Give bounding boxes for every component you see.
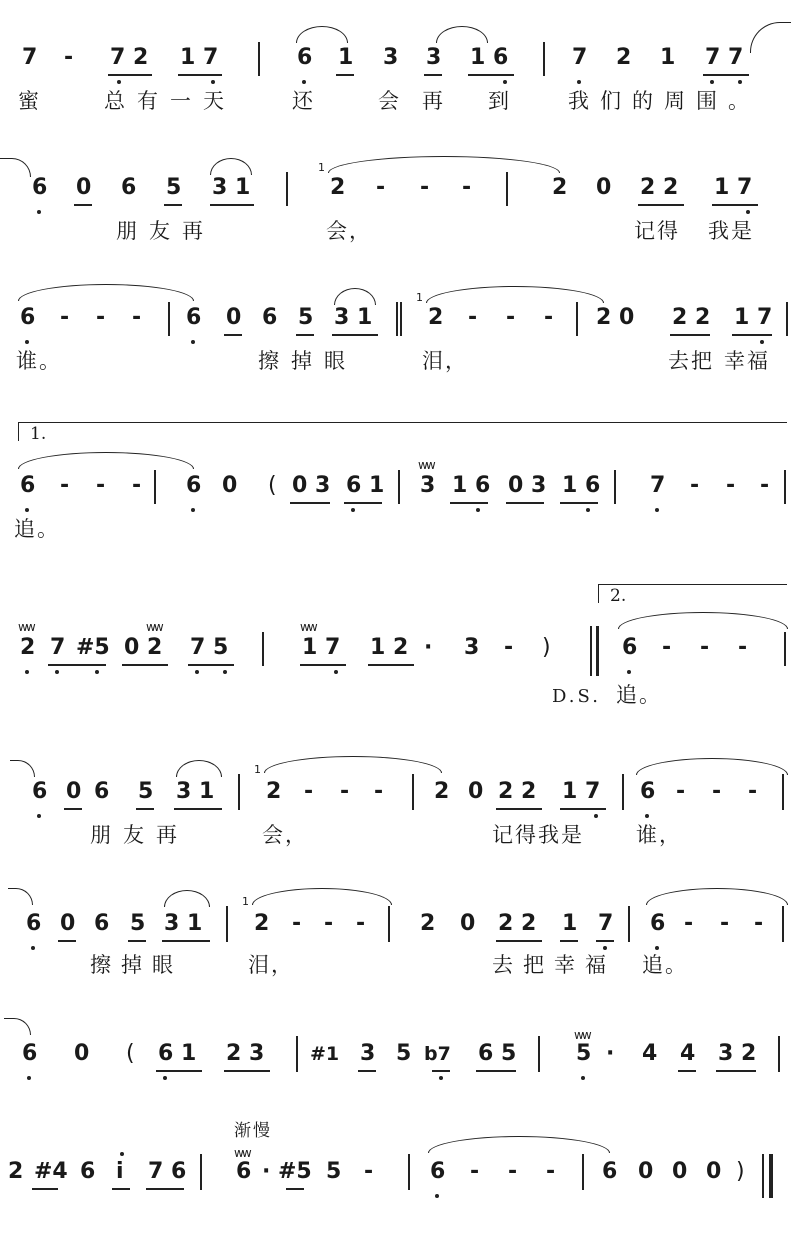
note: 6 5 <box>478 1041 517 1066</box>
note: 1 6 <box>452 473 491 498</box>
note: - <box>60 473 70 498</box>
note: 5 <box>166 175 182 200</box>
note: 1 7 <box>180 45 219 70</box>
lyric: 谁。 <box>16 349 62 373</box>
note: 5 <box>298 305 314 330</box>
note: 0 <box>638 1159 654 1184</box>
note: 6 <box>22 1041 38 1066</box>
note: b7 <box>424 1043 451 1065</box>
note: 2 <box>434 779 450 804</box>
note: 2 3 <box>226 1041 265 1066</box>
note: 2 <box>552 175 568 200</box>
note: - <box>684 911 694 936</box>
note: 2 <box>616 45 632 70</box>
note: 0 2 <box>124 635 163 660</box>
note: - <box>468 305 478 330</box>
note: 6 <box>622 635 638 660</box>
note: 1 <box>562 911 578 936</box>
note: - <box>364 1159 374 1184</box>
note: 5 <box>576 1041 592 1066</box>
note: - <box>662 635 672 660</box>
note: 0 <box>706 1159 722 1184</box>
note: - <box>356 911 366 936</box>
lyric: 会， <box>326 219 372 243</box>
note: 3 <box>426 45 442 70</box>
note: - <box>504 635 514 660</box>
note: 5 <box>130 911 146 936</box>
note: 6 <box>650 911 666 936</box>
note: #1 <box>310 1043 340 1065</box>
lyric: 朋友再 <box>116 219 215 243</box>
note: 1 2 <box>370 635 409 660</box>
note: 7 2 <box>110 45 149 70</box>
note: 6 <box>262 305 278 330</box>
note: - <box>292 911 302 936</box>
lyric: 到 <box>488 89 511 113</box>
note: 3 2 <box>718 1041 757 1066</box>
note: 7 5 <box>190 635 229 660</box>
volta-bracket <box>598 584 787 603</box>
lyric: 我是 <box>708 219 754 243</box>
lyric: 幸福 <box>724 349 770 373</box>
note: 7 <box>598 911 614 936</box>
ds-marking: D.S. <box>552 686 601 707</box>
lyric: 擦掉眼 <box>90 953 183 977</box>
note: 7 6 <box>148 1159 187 1184</box>
lyric: 擦掉眼 <box>258 349 357 373</box>
note: 1 7 <box>302 635 341 660</box>
note: 2 <box>8 1159 24 1184</box>
grace-note: 1 <box>416 291 423 304</box>
trill-mark: ww <box>146 620 162 634</box>
note: 7 <box>572 45 588 70</box>
note: 0 <box>460 911 476 936</box>
note: 0 3 <box>508 473 547 498</box>
note: - <box>508 1159 518 1184</box>
note: ) <box>736 1159 745 1184</box>
note: 2 <box>266 779 282 804</box>
note: 2 2 <box>498 779 537 804</box>
note: 4 <box>642 1041 658 1066</box>
note: - <box>60 305 70 330</box>
volta-label: 2. <box>610 586 627 606</box>
note: 2 2 <box>672 305 711 330</box>
lyric: 去把 <box>668 349 714 373</box>
volta-bracket <box>18 422 787 441</box>
note: 7 <box>50 635 66 660</box>
note: 0 <box>596 175 612 200</box>
lyric: 追。 <box>616 683 662 707</box>
note: 6 <box>20 473 36 498</box>
note: 0 <box>60 911 76 936</box>
note: 6 <box>236 1159 252 1184</box>
lyric: 记得 <box>634 219 680 243</box>
note: - <box>712 779 722 804</box>
note: 3 1 <box>164 911 203 936</box>
lyric: 去把幸福 <box>492 953 616 977</box>
note: - <box>726 473 736 498</box>
note: - <box>546 1159 556 1184</box>
lyric: 我们的周围。 <box>568 89 760 113</box>
note: 1 7 <box>734 305 773 330</box>
lyric: 朋友再 <box>90 823 189 847</box>
tempo-marking: 渐慢 <box>234 1121 272 1141</box>
lyric: 再 <box>422 89 445 113</box>
note: 6 <box>640 779 656 804</box>
note: 6 <box>80 1159 96 1184</box>
note: - <box>304 779 314 804</box>
note: 6 <box>26 911 42 936</box>
note: 2 2 <box>498 911 537 936</box>
note: 5 <box>138 779 154 804</box>
note: 7 7 <box>705 45 744 70</box>
lyric: 泪， <box>422 349 468 373</box>
note: ) <box>542 635 551 660</box>
lyric: 蜜 <box>18 89 41 113</box>
note: 6 <box>297 45 313 70</box>
note: 6 1 <box>158 1041 197 1066</box>
trill-mark: ww <box>300 620 316 634</box>
lyric: 泪， <box>248 953 294 977</box>
note: - <box>544 305 554 330</box>
note: - <box>700 635 710 660</box>
lyric: 总有一天 <box>104 89 236 113</box>
note: 7 <box>22 45 38 70</box>
note: i <box>116 1159 124 1184</box>
note: 2 <box>330 175 346 200</box>
note: 2 <box>420 911 436 936</box>
note: 0 <box>74 1041 90 1066</box>
note: - <box>374 779 384 804</box>
note: #4 <box>34 1159 68 1184</box>
note: 2 <box>428 305 444 330</box>
note: 6 <box>186 473 202 498</box>
note: - <box>96 305 106 330</box>
note: - <box>64 45 74 70</box>
note: 6 <box>121 175 137 200</box>
lyric: 追。 <box>14 517 60 541</box>
note: 1 6 <box>470 45 509 70</box>
note: 0 <box>66 779 82 804</box>
trill-mark: ww <box>18 620 34 634</box>
note: - <box>748 779 758 804</box>
note: - <box>676 779 686 804</box>
lyric: 还 <box>292 89 315 113</box>
note: - <box>324 911 334 936</box>
note: 3 1 <box>212 175 251 200</box>
note: - <box>462 175 472 200</box>
note: 6 <box>20 305 36 330</box>
note: 3 <box>420 473 436 498</box>
note: - <box>754 911 764 936</box>
note: ( <box>126 1041 135 1066</box>
note: - <box>376 175 386 200</box>
note: - <box>420 175 430 200</box>
note: 1 <box>338 45 354 70</box>
note: 6 <box>94 779 110 804</box>
note: 1 6 <box>562 473 601 498</box>
note: - <box>340 779 350 804</box>
note: 6 <box>602 1159 618 1184</box>
lyric: 会 <box>378 89 401 113</box>
lyric: 会， <box>262 823 308 847</box>
note: 0 <box>468 779 484 804</box>
note: 1 7 <box>562 779 601 804</box>
note: 3 <box>464 635 480 660</box>
note: 6 <box>94 911 110 936</box>
grace-note: 1 <box>254 763 261 776</box>
note: - <box>506 305 516 330</box>
note: 6 <box>430 1159 446 1184</box>
note: - <box>132 305 142 330</box>
note: - <box>470 1159 480 1184</box>
note: 6 <box>186 305 202 330</box>
note: - <box>132 473 142 498</box>
note: #5 <box>278 1159 312 1184</box>
note: · <box>262 1159 271 1184</box>
lyric: 谁， <box>636 823 682 847</box>
note: - <box>760 473 770 498</box>
note: 5 <box>326 1159 342 1184</box>
note: 0 <box>76 175 92 200</box>
note: 2 <box>20 635 36 660</box>
note: 1 <box>660 45 676 70</box>
volta-label: 1. <box>30 424 47 444</box>
note: 5 <box>396 1041 412 1066</box>
trill-mark: ww <box>574 1028 590 1042</box>
lyric: 记得我是 <box>492 823 584 847</box>
lyric: 追。 <box>642 953 688 977</box>
note: - <box>690 473 700 498</box>
note: 0 3 <box>292 473 331 498</box>
note: · <box>606 1041 615 1066</box>
note: ( <box>268 473 277 498</box>
note: 4 <box>680 1041 696 1066</box>
note: 0 <box>672 1159 688 1184</box>
note: 3 <box>360 1041 376 1066</box>
note: · <box>424 635 433 660</box>
grace-note: 1 <box>318 161 325 174</box>
note: - <box>96 473 106 498</box>
note: 2 <box>254 911 270 936</box>
trill-mark: ww <box>418 458 434 472</box>
trill-mark: ww <box>234 1146 250 1160</box>
note: 3 1 <box>334 305 373 330</box>
note: 6 1 <box>346 473 385 498</box>
note: 1 7 <box>714 175 753 200</box>
note: 3 1 <box>176 779 215 804</box>
note: 6 <box>32 175 48 200</box>
grace-note: 1 <box>242 895 249 908</box>
note: #5 <box>76 635 110 660</box>
note: 6 <box>32 779 48 804</box>
note: 2 0 <box>596 305 635 330</box>
note: 0 <box>222 473 238 498</box>
note: 0 <box>226 305 242 330</box>
note: 3 <box>383 45 399 70</box>
note: 7 <box>650 473 666 498</box>
note: - <box>738 635 748 660</box>
note: 2 2 <box>640 175 679 200</box>
note: - <box>720 911 730 936</box>
